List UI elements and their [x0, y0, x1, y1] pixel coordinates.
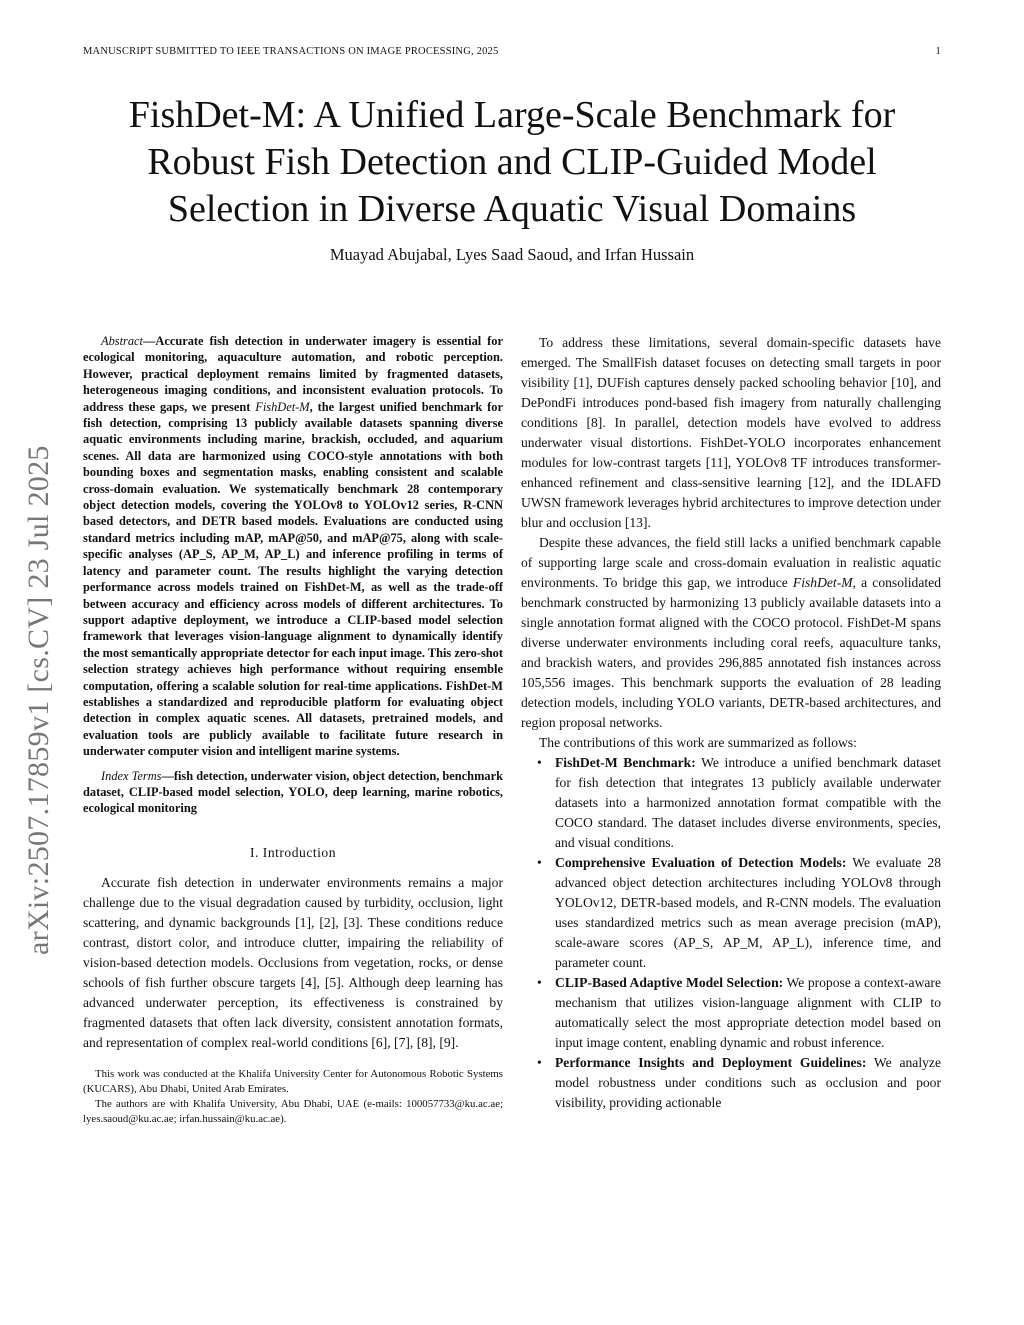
- footnotes: [83, 1067, 503, 1127]
- intro-paragraph: Accurate fish detection in underwater environments remains a major challenge due to the visual degradation caused by turbidity, occlusion, light scattering, and dynamic backgrounds [1], [2], [3]. These conditions reduce contrast, distort color, and introduce clutter, impairing the reliability of vision-based detection models. Occlusions from vegetation, rocks, or dense schools of fish further obscure targets [4], [5]. Although deep learning has advanced underwater perception, its effectiveness is constrained by fragmented datasets that often lack diversity, consistent annotation formats, and representation of complex real-world conditions [6], [7], [8], [9].: [83, 874, 503, 1050]
- bullet-icon: •: [537, 755, 542, 770]
- contribution-list: [521, 753, 941, 1113]
- paper-title: [60, 92, 964, 233]
- running-header: [83, 46, 941, 57]
- item-text: We propose a context-aware mechanism that utilizes vision-language alignment with CLIP to automatically select the most appropriate detection model based on input image content, enabling dynamic and robust inference.: [555, 975, 941, 1050]
- footnote: This work was conducted at the Khalifa University Center for Autonomous Robotic Systems (KUCARS), Abu Dhabi, United Arab Emirates.: [83, 1067, 503, 1095]
- author-list: Muayad Abujabal, Lyes Saad Saoud, and Irfan Hussain: [329, 245, 695, 264]
- bullet-icon: •: [537, 1055, 542, 1070]
- item-title: FishDet-M Benchmark:: [555, 755, 696, 770]
- abstract-text-a: —Accurate fish detection in underwater imagery is essential for ecological monitoring, aquaculture automation, and robotic perception. However, practical deployment remains limited by fragmented datasets, heterogeneous imaging conditions, and inconsistent evaluation protocols. To address these gaps, we present: [83, 334, 503, 414]
- title-line: FishDet-M: A Unified Large-Scale Benchmark for: [128, 94, 896, 136]
- list-item: [537, 1053, 941, 1113]
- item-text: We evaluate 28 advanced object detection architectures including YOLOv8 through YOLOv12, DETR-based models, and R-CNN models. The evaluation uses standardized metrics such as mean average precision (mAP), scale-aware scores (AP_S, AP_M, AP_L), inference time, and parameter count.: [555, 855, 941, 970]
- title-line: Robust Fish Detection and CLIP-Guided Model: [147, 141, 877, 183]
- para-text-a: Despite these advances, the field still lacks a unified benchmark capable of supporting large scale and cross-domain evaluation in realistic aquatic environments. To bridge this gap, we introduce: [521, 535, 941, 590]
- index-terms-label: Index Terms: [101, 768, 162, 783]
- page-number: 1: [935, 46, 941, 57]
- list-item: [537, 853, 941, 973]
- item-title: CLIP-Based Adaptive Model Selection:: [555, 975, 784, 990]
- item-title: Comprehensive Evaluation of Detection Models:: [555, 855, 847, 870]
- body-paragraph: To address these limitations, several domain-specific datasets have emerged. The SmallFish dataset focuses on detecting small targets in poor visibility [1], DUFish captures densely packed schooling behavior [10], and DePondFi introduces pond-based fish imagery from naturally challenging conditions [8]. In parallel, detection models have evolved to address underwater visual distortions. FishDet-YOLO incorporates enhancement modules for low-contrast targets [11], YOLOv8 TF introduces transformer-enhanced refinement and class-sensitive learning [12], and the IDLAFD UWSN framework leverages hybrid architectures to improve detection under blur and occlusion [13].: [521, 335, 941, 530]
- index-terms: [83, 768, 503, 817]
- bullet-icon: •: [537, 855, 542, 870]
- left-column: [83, 333, 503, 1127]
- right-column: [521, 333, 941, 1113]
- benchmark-name: FishDet-M: [255, 399, 310, 414]
- title-line: Selection in Diverse Aquatic Visual Domains: [167, 188, 857, 230]
- bullet-icon: •: [537, 975, 542, 990]
- abstract-label: Abstract: [101, 334, 143, 348]
- item-text: We introduce a unified benchmark dataset for fish detection that integrates 13 publicly available underwater datasets into a harmonized annotation format compatible with the COCO standard. The dataset includes diverse environments, species, and visual conditions.: [555, 755, 941, 850]
- benchmark-name: FishDet-M: [792, 575, 853, 590]
- body-paragraph: The contributions of this work are summarized as follows:: [539, 735, 857, 750]
- list-item: [537, 973, 941, 1053]
- item-title: Performance Insights and Deployment Guidelines:: [555, 1055, 867, 1070]
- abstract-text-b: , the largest unified benchmark for fish detection, comprising 13 publicly available datasets spanning diverse aquatic environments including marine, brackish, occluded, and aquarium scenes. All data are harmonized using COCO-style annotations with both bounding boxes and segmentation masks, enabling consistent and scalable cross-domain evaluation. We systematically benchmark 28 contemporary object detection models, covering the YOLOv8 to YOLOv12 series, R-CNN based detectors, and DETR based models. Evaluations are conducted using standard metrics including mAP, mAP@50, and mAP@75, along with scale-specific analyses (AP_S, AP_M, AP_L) and inference profiling in terms of latency and parameter count. The results highlight the varying detection performance across models trained on FishDet-M, as well as the trade-off between accuracy and efficiency across models of different architectures. To support adaptive deployment, we introduce a CLIP-based model selection framework that leverages vision-language alignment to dynamically identify the most semantically appropriate detector for each input image. This zero-shot selection strategy achieves high performance without requiring ensemble computation, offering a scalable solution for real-time applications. FishDet-M establishes a standardized and reproducible platform for evaluating object detection in complex aquatic scenes. All datasets, pretrained models, and evaluation tools are publicly available to facilitate future research in underwater computer vision and intelligent marine systems.: [83, 399, 503, 759]
- para-text-b: , a consolidated benchmark constructed by harmonizing 13 publicly available datasets into a single annotation format aligned with the COCO protocol. FishDet-M spans diverse underwater environments including coral reefs, aquaculture tanks, and brackish waters, and provides 296,885 annotated fish instances across 105,556 images. This benchmark supports the evaluation of 28 leading detection models, including YOLO variants, DETR-based architectures, and region proposal networks.: [521, 575, 941, 730]
- item-text: We analyze model robustness under conditions such as occlusion and poor visibility, providing actionable: [555, 1055, 941, 1110]
- index-terms-text: —fish detection, underwater vision, object detection, benchmark dataset, CLIP-based model selection, YOLO, deep learning, marine robotics, ecological monitoring: [83, 768, 503, 816]
- list-item: [537, 753, 941, 853]
- abstract: [83, 333, 503, 760]
- running-head-text: MANUSCRIPT SUBMITTED TO IEEE TRANSACTIONS ON IMAGE PROCESSING, 2025: [83, 46, 499, 57]
- body-paragraph: [521, 533, 941, 733]
- arxiv-stamp: arXiv:2507.17859v1 [cs.CV] 23 Jul 2025: [22, 445, 55, 955]
- footnote: The authors are with Khalifa University, Abu Dhabi, UAE (e-mails: 100057733@ku.ac.ae; lyes.saoud@ku.ac.ae; irfan.hussain@ku.ac.ae).: [83, 1097, 503, 1125]
- section-heading: I. Introduction: [249, 844, 337, 860]
